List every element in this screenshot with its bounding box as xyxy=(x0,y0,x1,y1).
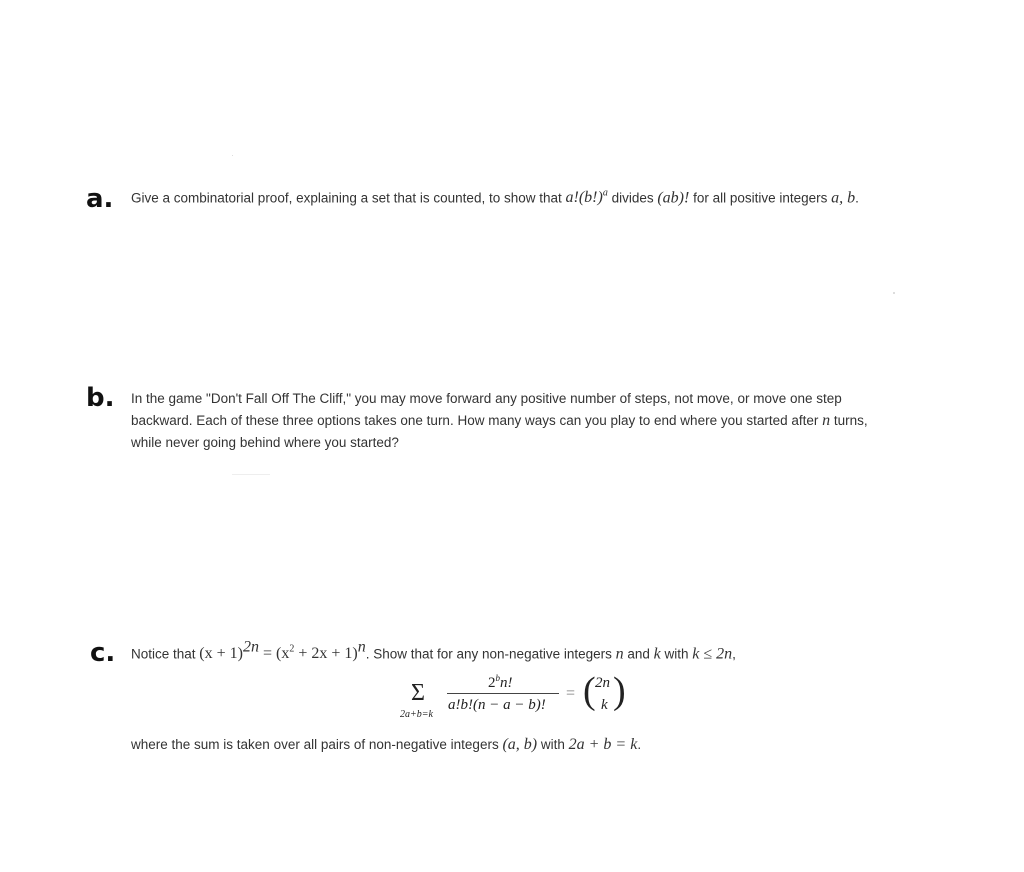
math-k-le-2n: k ≤ 2n xyxy=(692,645,733,663)
problem-c-part: , xyxy=(732,646,736,662)
problem-c-part: with xyxy=(537,737,569,752)
problem-c-closing xyxy=(131,734,931,756)
fraction-numerator: 2$^b$n! xyxy=(488,673,513,691)
math-binomial-identity: $(x + 1)^{2n} = (x^2 + 2x + 1)^n$ xyxy=(199,639,366,663)
math-ab-pair: (a, b) xyxy=(502,736,538,753)
fraction-bar xyxy=(447,693,559,694)
math-n: n xyxy=(615,645,624,663)
math-2a-b-k: 2a + b = k xyxy=(568,736,638,753)
binom-left-paren: ( xyxy=(583,670,596,712)
problem-a-part: for all positive integers xyxy=(689,190,832,206)
problem-label-b: b. xyxy=(86,383,115,413)
problem-label-c: c. xyxy=(90,638,116,668)
faint-dash xyxy=(232,474,270,475)
faint-dot xyxy=(232,155,233,156)
binom-top: 2n xyxy=(595,675,610,691)
problem-c-part: and xyxy=(623,646,654,662)
problem-c-intro xyxy=(131,637,931,665)
problem-b-part: turns, while never going behind where you started? xyxy=(131,413,868,450)
fraction-denominator: a!b!(n − a − b)! xyxy=(448,697,546,713)
binom-right-paren: ) xyxy=(613,670,626,712)
problem-c-part: . Show that for any non-negative integers xyxy=(365,646,616,662)
math-k: k xyxy=(653,645,661,663)
math-a-b: a, b xyxy=(831,189,856,207)
problem-b-text xyxy=(131,388,891,454)
problem-label-a: a. xyxy=(86,184,114,214)
problem-c-part: with xyxy=(660,646,693,662)
problem-b-part: In the game "Don't Fall Off The Cliff," you may move forward any positive number of steps, not move, or move one step backward. Each of these three options takes one turn. How many ways can you play to end where you started after xyxy=(131,391,842,428)
math-n: n xyxy=(822,412,831,429)
binom-bottom: k xyxy=(601,697,608,713)
problem-c-part: Notice that xyxy=(131,646,200,662)
sum-subscript: 2a+b=k xyxy=(400,709,433,720)
equals-sign: = xyxy=(566,685,576,702)
faint-dot xyxy=(893,292,895,294)
math-a-factorial: $a!(b!)^a$ xyxy=(565,188,608,207)
math-ab-factorial: (ab)! xyxy=(657,189,690,207)
problem-c-part: where the sum is taken over all pairs of non-negative integers xyxy=(131,737,503,752)
problem-a-part: . xyxy=(855,190,859,206)
problem-a-part: Give a combinatorial proof, explaining a set that is counted, to show that xyxy=(131,190,566,206)
problem-c-part: . xyxy=(637,737,642,752)
problem-a-part: divides xyxy=(607,190,658,206)
problem-a-text xyxy=(131,183,931,209)
sum-symbol: Σ xyxy=(411,680,425,706)
